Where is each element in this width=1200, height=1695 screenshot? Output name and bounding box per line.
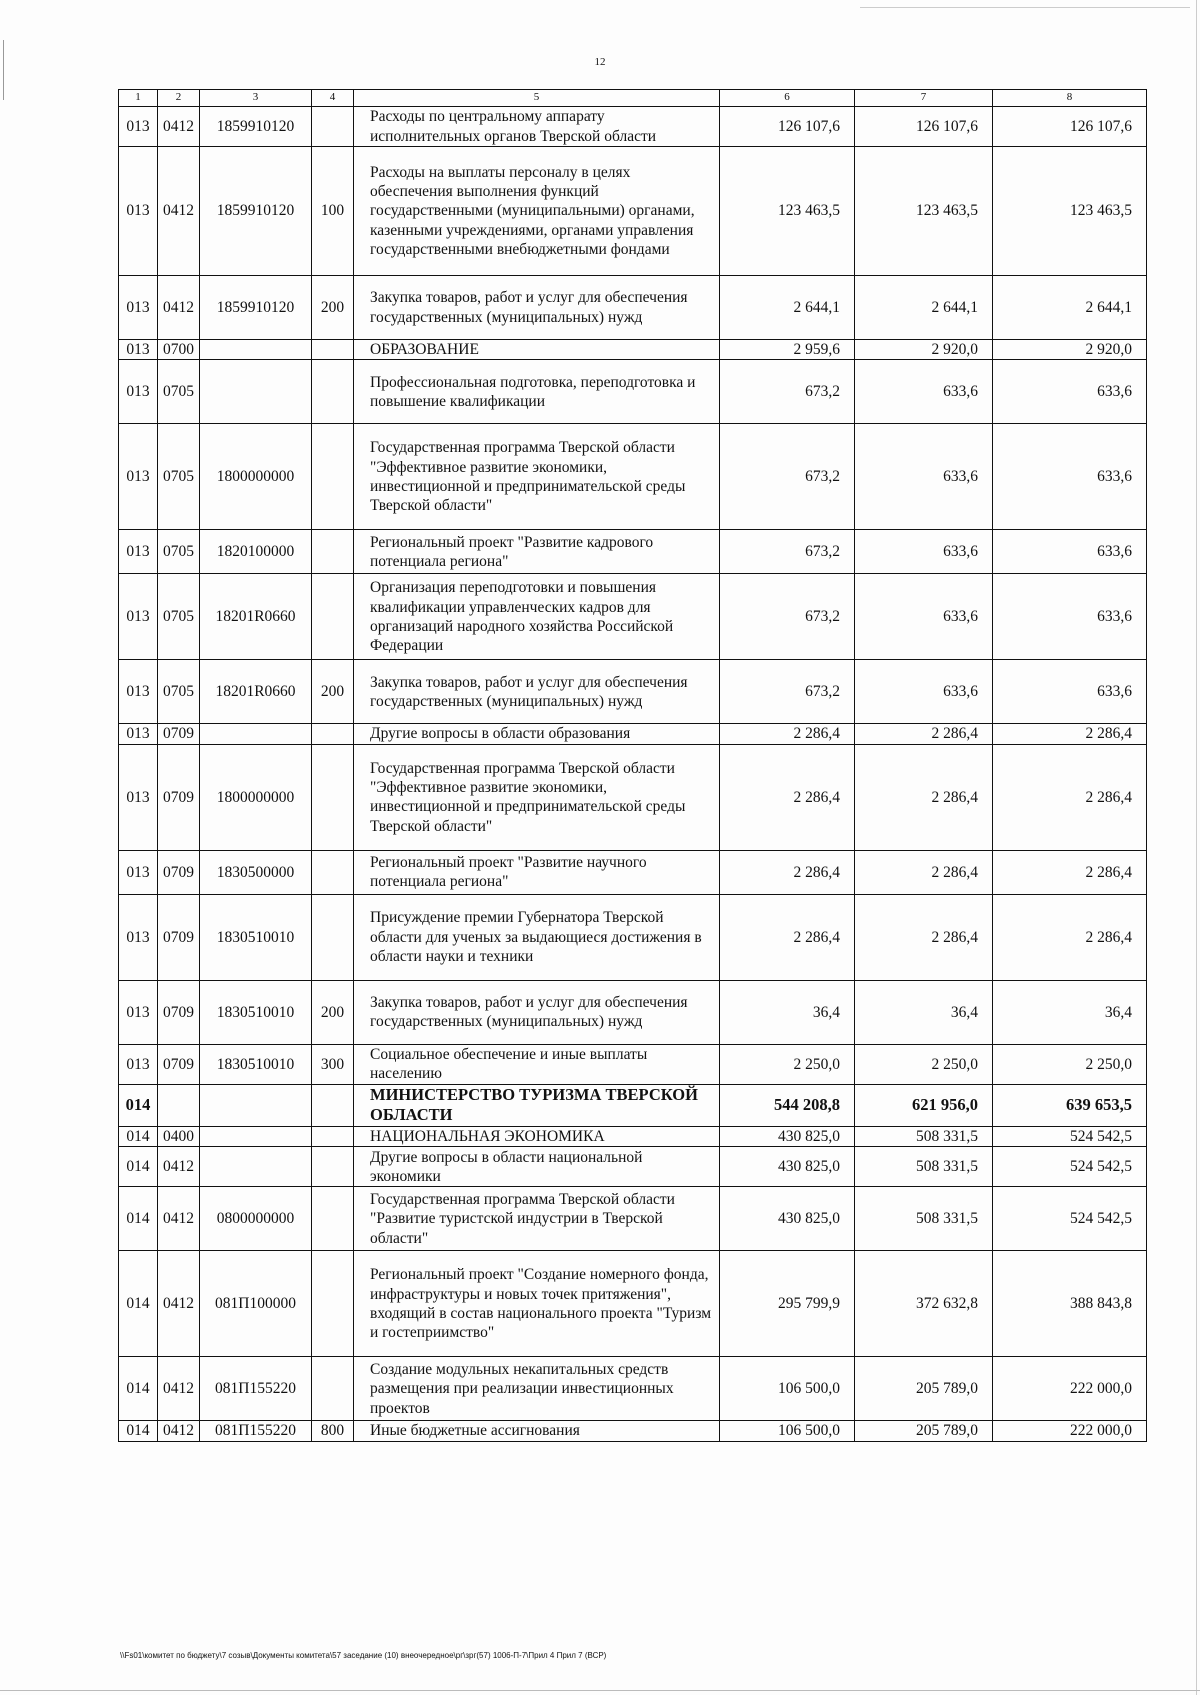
table-cell-c3: 081П155220 — [200, 1357, 312, 1421]
table-cell-c7: 36,4 — [855, 980, 993, 1044]
table-cell-c1: 013 — [119, 724, 158, 744]
table-cell-c1: 013 — [119, 660, 158, 724]
table-cell-c5: Закупка товаров, работ и услуг для обеспечения государственных (муниципальных) нужд — [354, 276, 720, 340]
table-row — [119, 1421, 1147, 1441]
table-cell-c4 — [312, 744, 354, 850]
table-cell-c1: 013 — [119, 850, 158, 894]
table-cell-c3 — [200, 724, 312, 744]
table-cell-c3: 1859910120 — [200, 276, 312, 340]
table-cell-c4 — [312, 424, 354, 530]
table-cell-c7: 633,6 — [855, 660, 993, 724]
table-cell-c3: 1830510010 — [200, 894, 312, 980]
table-row — [119, 107, 1147, 147]
table-cell-c7: 2 286,4 — [855, 894, 993, 980]
table-cell-c8: 639 653,5 — [993, 1084, 1147, 1126]
table-cell-c7: 205 789,0 — [855, 1357, 993, 1421]
table-cell-c5: Присуждение премии Губернатора Тверской области для ученых за выдающиеся достижения в области науки и техники — [354, 894, 720, 980]
table-row — [119, 340, 1147, 360]
table-cell-c4: 200 — [312, 980, 354, 1044]
table-cell-c4 — [312, 1084, 354, 1126]
table-cell-c7: 508 331,5 — [855, 1187, 993, 1251]
table-cell-c8: 222 000,0 — [993, 1421, 1147, 1441]
table-cell-c6: 126 107,6 — [720, 107, 855, 147]
table-cell-c2: 0705 — [158, 530, 200, 574]
table-cell-c6: 673,2 — [720, 530, 855, 574]
table-cell-c8: 524 542,5 — [993, 1187, 1147, 1251]
table-cell-c2: 0709 — [158, 744, 200, 850]
table-cell-c6: 2 250,0 — [720, 1044, 855, 1084]
table-cell-c6: 673,2 — [720, 360, 855, 424]
table-cell-c6: 295 799,9 — [720, 1251, 855, 1357]
table-cell-c3 — [200, 1084, 312, 1126]
table-cell-c7: 633,6 — [855, 574, 993, 660]
table-cell-c2: 0705 — [158, 574, 200, 660]
table-cell-c5: НАЦИОНАЛЬНАЯ ЭКОНОМИКА — [354, 1127, 720, 1147]
table-cell-c6: 123 463,5 — [720, 147, 855, 276]
table-cell-c2: 0705 — [158, 424, 200, 530]
table-cell-c4 — [312, 107, 354, 147]
table-cell-c8: 2 286,4 — [993, 850, 1147, 894]
table-cell-c7: 2 920,0 — [855, 340, 993, 360]
table-cell-c5: Расходы по центральному аппарату исполнительных органов Тверской области — [354, 107, 720, 147]
table-cell-c1: 013 — [119, 276, 158, 340]
table-cell-c4 — [312, 1127, 354, 1147]
table-cell-c2: 0412 — [158, 276, 200, 340]
table-cell-c1: 013 — [119, 360, 158, 424]
table-cell-c5: Создание модульных некапитальных средств размещения при реализации инвестиционных проектов — [354, 1357, 720, 1421]
table-cell-c8: 2 286,4 — [993, 894, 1147, 980]
scan-edge-bottom — [0, 1690, 1200, 1691]
footer-file-path: \\Fs01\комитет по бюджету\7 созыв\Документы комитета\57 заседание (10) внеочередное\рг\зрг(57) 1006-П-7\Прил 4 Прил 7 (ВСР) — [120, 1651, 607, 1660]
table-cell-c6: 2 286,4 — [720, 744, 855, 850]
table-cell-c2: 0412 — [158, 1421, 200, 1441]
table-cell-c7: 126 107,6 — [855, 107, 993, 147]
table-cell-c4 — [312, 1187, 354, 1251]
table-cell-c5: Закупка товаров, работ и услуг для обеспечения государственных (муниципальных) нужд — [354, 980, 720, 1044]
table-cell-c3: 1859910120 — [200, 147, 312, 276]
table-row — [119, 724, 1147, 744]
scan-edge-left — [3, 40, 4, 100]
budget-table — [118, 89, 1147, 1442]
table-cell-c6: 2 286,4 — [720, 850, 855, 894]
table-cell-c2: 0700 — [158, 340, 200, 360]
table-cell-c3: 081П100000 — [200, 1251, 312, 1357]
page-number: 12 — [594, 56, 606, 68]
table-cell-c6: 673,2 — [720, 574, 855, 660]
table-cell-c8: 2 250,0 — [993, 1044, 1147, 1084]
table-cell-c6: 544 208,8 — [720, 1084, 855, 1126]
table-cell-c2: 0709 — [158, 894, 200, 980]
table-row — [119, 1147, 1147, 1187]
table-cell-c7: 372 632,8 — [855, 1251, 993, 1357]
table-cell-c3 — [200, 340, 312, 360]
table-row — [119, 574, 1147, 660]
table-cell-c4 — [312, 340, 354, 360]
table-cell-c8: 222 000,0 — [993, 1357, 1147, 1421]
table-cell-c4: 300 — [312, 1044, 354, 1084]
table-cell-c8: 633,6 — [993, 660, 1147, 724]
table-cell-c6: 106 500,0 — [720, 1421, 855, 1441]
table-cell-c8: 2 286,4 — [993, 744, 1147, 850]
table-cell-c4 — [312, 1251, 354, 1357]
table-cell-c3: 18201R0660 — [200, 660, 312, 724]
table-cell-c4: 100 — [312, 147, 354, 276]
table-cell-c3: 1830500000 — [200, 850, 312, 894]
table-cell-c6: 430 825,0 — [720, 1127, 855, 1147]
scan-edge-right — [1196, 0, 1197, 1695]
table-cell-c5: Государственная программа Тверской области "Эффективное развитие экономики, инвестиционной и предпринимательской среды Тверской области" — [354, 744, 720, 850]
table-cell-c4 — [312, 894, 354, 980]
table-cell-c1: 013 — [119, 424, 158, 530]
table-row — [119, 276, 1147, 340]
table-cell-c4: 800 — [312, 1421, 354, 1441]
table-cell-c2: 0412 — [158, 1357, 200, 1421]
header-cell: 2 — [158, 90, 200, 107]
table-cell-c2: 0412 — [158, 1187, 200, 1251]
table-cell-c8: 2 920,0 — [993, 340, 1147, 360]
table-cell-c1: 013 — [119, 530, 158, 574]
table-header-row — [119, 90, 1147, 107]
table-cell-c2: 0412 — [158, 107, 200, 147]
table-cell-c3: 1830510010 — [200, 980, 312, 1044]
table-cell-c4 — [312, 850, 354, 894]
table-cell-c4: 200 — [312, 276, 354, 340]
table-cell-c1: 014 — [119, 1251, 158, 1357]
table-cell-c3: 1800000000 — [200, 744, 312, 850]
table-cell-c3: 1820100000 — [200, 530, 312, 574]
header-cell: 1 — [119, 90, 158, 107]
table-cell-c7: 633,6 — [855, 360, 993, 424]
table-row — [119, 424, 1147, 530]
table-cell-c5: Региональный проект "Развитие научного потенциала региона" — [354, 850, 720, 894]
table-cell-c1: 014 — [119, 1357, 158, 1421]
table-cell-c7: 2 250,0 — [855, 1044, 993, 1084]
table-cell-c8: 126 107,6 — [993, 107, 1147, 147]
table-cell-c6: 430 825,0 — [720, 1147, 855, 1187]
table-cell-c5: Расходы на выплаты персоналу в целях обеспечения выполнения функций государственными (муниципальными) органами, казенными учреждениями, органами управления государственными внебюджетными фондами — [354, 147, 720, 276]
header-cell: 8 — [993, 90, 1147, 107]
table-cell-c5: Организация переподготовки и повышения квалификации управленческих кадров для организаций народного хозяйства Российской Федерации — [354, 574, 720, 660]
scan-edge-top — [860, 7, 1190, 8]
table-row — [119, 360, 1147, 424]
table-cell-c2: 0709 — [158, 724, 200, 744]
table-cell-c5: Закупка товаров, работ и услуг для обеспечения государственных (муниципальных) нужд — [354, 660, 720, 724]
table-cell-c5: Профессиональная подготовка, переподготовка и повышение квалификации — [354, 360, 720, 424]
table-cell-c7: 205 789,0 — [855, 1421, 993, 1441]
table-cell-c1: 014 — [119, 1421, 158, 1441]
table-cell-c7: 2 286,4 — [855, 724, 993, 744]
header-cell: 4 — [312, 90, 354, 107]
table-cell-c2: 0412 — [158, 1251, 200, 1357]
table-cell-c3: 0800000000 — [200, 1187, 312, 1251]
table-cell-c1: 013 — [119, 744, 158, 850]
table-cell-c5: ОБРАЗОВАНИЕ — [354, 340, 720, 360]
table-row — [119, 530, 1147, 574]
table-cell-c7: 633,6 — [855, 424, 993, 530]
table-row — [119, 1044, 1147, 1084]
table-cell-c8: 2 286,4 — [993, 724, 1147, 744]
table-cell-c4 — [312, 1357, 354, 1421]
table-cell-c5: Региональный проект "Создание номерного фонда, инфраструктуры и новых точек притяжения", входящий в состав национального проекта "Туризм и гостеприимство" — [354, 1251, 720, 1357]
table-cell-c7: 2 644,1 — [855, 276, 993, 340]
table-cell-c1: 013 — [119, 340, 158, 360]
table-cell-c5: Иные бюджетные ассигнования — [354, 1421, 720, 1441]
table-cell-c7: 633,6 — [855, 530, 993, 574]
table-cell-c1: 013 — [119, 147, 158, 276]
table-row — [119, 980, 1147, 1044]
table-cell-c1: 013 — [119, 574, 158, 660]
table-cell-c1: 013 — [119, 107, 158, 147]
table-cell-c1: 014 — [119, 1147, 158, 1187]
table-cell-c8: 633,6 — [993, 360, 1147, 424]
table-cell-c7: 2 286,4 — [855, 850, 993, 894]
table-cell-c4 — [312, 530, 354, 574]
table-cell-c7: 508 331,5 — [855, 1127, 993, 1147]
table-cell-c3: 1830510010 — [200, 1044, 312, 1084]
table-cell-c7: 621 956,0 — [855, 1084, 993, 1126]
table-cell-c6: 673,2 — [720, 660, 855, 724]
table-cell-c3: 081П155220 — [200, 1421, 312, 1441]
header-cell: 5 — [354, 90, 720, 107]
table-cell-c5: Другие вопросы в области образования — [354, 724, 720, 744]
table-cell-c8: 633,6 — [993, 574, 1147, 660]
table-cell-c2: 0705 — [158, 360, 200, 424]
table-cell-c3 — [200, 360, 312, 424]
table-cell-c2 — [158, 1084, 200, 1126]
table-cell-c1: 013 — [119, 1044, 158, 1084]
table-cell-c5: Государственная программа Тверской области "Развитие туристской индустрии в Тверской области" — [354, 1187, 720, 1251]
table-cell-c4 — [312, 360, 354, 424]
header-cell: 7 — [855, 90, 993, 107]
table-row — [119, 1251, 1147, 1357]
table-cell-c8: 2 644,1 — [993, 276, 1147, 340]
table-cell-c6: 36,4 — [720, 980, 855, 1044]
table-cell-c4 — [312, 724, 354, 744]
table-cell-c3: 18201R0660 — [200, 574, 312, 660]
table-row — [119, 1127, 1147, 1147]
header-cell: 6 — [720, 90, 855, 107]
table-row — [119, 894, 1147, 980]
table-cell-c1: 013 — [119, 980, 158, 1044]
table-cell-c8: 524 542,5 — [993, 1127, 1147, 1147]
table-cell-c3: 1859910120 — [200, 107, 312, 147]
table-cell-c1: 014 — [119, 1084, 158, 1126]
table-cell-c2: 0709 — [158, 850, 200, 894]
table-row — [119, 744, 1147, 850]
table-cell-c3: 1800000000 — [200, 424, 312, 530]
table-cell-c7: 123 463,5 — [855, 147, 993, 276]
table-cell-c6: 106 500,0 — [720, 1357, 855, 1421]
table-cell-c6: 2 286,4 — [720, 724, 855, 744]
table-cell-c5: Региональный проект "Развитие кадрового потенциала региона" — [354, 530, 720, 574]
table-cell-c4: 200 — [312, 660, 354, 724]
table-cell-c2: 0412 — [158, 147, 200, 276]
table-cell-c6: 2 644,1 — [720, 276, 855, 340]
table-cell-c1: 014 — [119, 1127, 158, 1147]
table-cell-c8: 123 463,5 — [993, 147, 1147, 276]
table-cell-c1: 013 — [119, 894, 158, 980]
table-cell-c2: 0705 — [158, 660, 200, 724]
table-row — [119, 147, 1147, 276]
table-cell-c7: 508 331,5 — [855, 1147, 993, 1187]
table-row — [119, 1187, 1147, 1251]
table-row — [119, 1084, 1147, 1126]
table-cell-c3 — [200, 1127, 312, 1147]
table-cell-c8: 633,6 — [993, 530, 1147, 574]
header-cell: 3 — [200, 90, 312, 107]
table-cell-c7: 2 286,4 — [855, 744, 993, 850]
table-cell-c4 — [312, 574, 354, 660]
table-row — [119, 1357, 1147, 1421]
table-cell-c8: 524 542,5 — [993, 1147, 1147, 1187]
table-cell-c8: 388 843,8 — [993, 1251, 1147, 1357]
table-cell-c8: 633,6 — [993, 424, 1147, 530]
table-row — [119, 660, 1147, 724]
table-cell-c2: 0400 — [158, 1127, 200, 1147]
table-cell-c6: 2 286,4 — [720, 894, 855, 980]
table-cell-c5: Другие вопросы в области национальной экономики — [354, 1147, 720, 1187]
table-cell-c6: 430 825,0 — [720, 1187, 855, 1251]
table-row — [119, 850, 1147, 894]
table-cell-c5: МИНИСТЕРСТВО ТУРИЗМА ТВЕРСКОЙ ОБЛАСТИ — [354, 1084, 720, 1126]
table-cell-c1: 014 — [119, 1187, 158, 1251]
table-cell-c4 — [312, 1147, 354, 1187]
table-cell-c3 — [200, 1147, 312, 1187]
table-cell-c6: 673,2 — [720, 424, 855, 530]
table-cell-c5: Государственная программа Тверской области "Эффективное развитие экономики, инвестиционной и предпринимательской среды Тверской области" — [354, 424, 720, 530]
table-cell-c8: 36,4 — [993, 980, 1147, 1044]
table-cell-c2: 0709 — [158, 980, 200, 1044]
table-cell-c2: 0709 — [158, 1044, 200, 1084]
table-cell-c2: 0412 — [158, 1147, 200, 1187]
table-cell-c6: 2 959,6 — [720, 340, 855, 360]
table-cell-c5: Социальное обеспечение и иные выплаты населению — [354, 1044, 720, 1084]
